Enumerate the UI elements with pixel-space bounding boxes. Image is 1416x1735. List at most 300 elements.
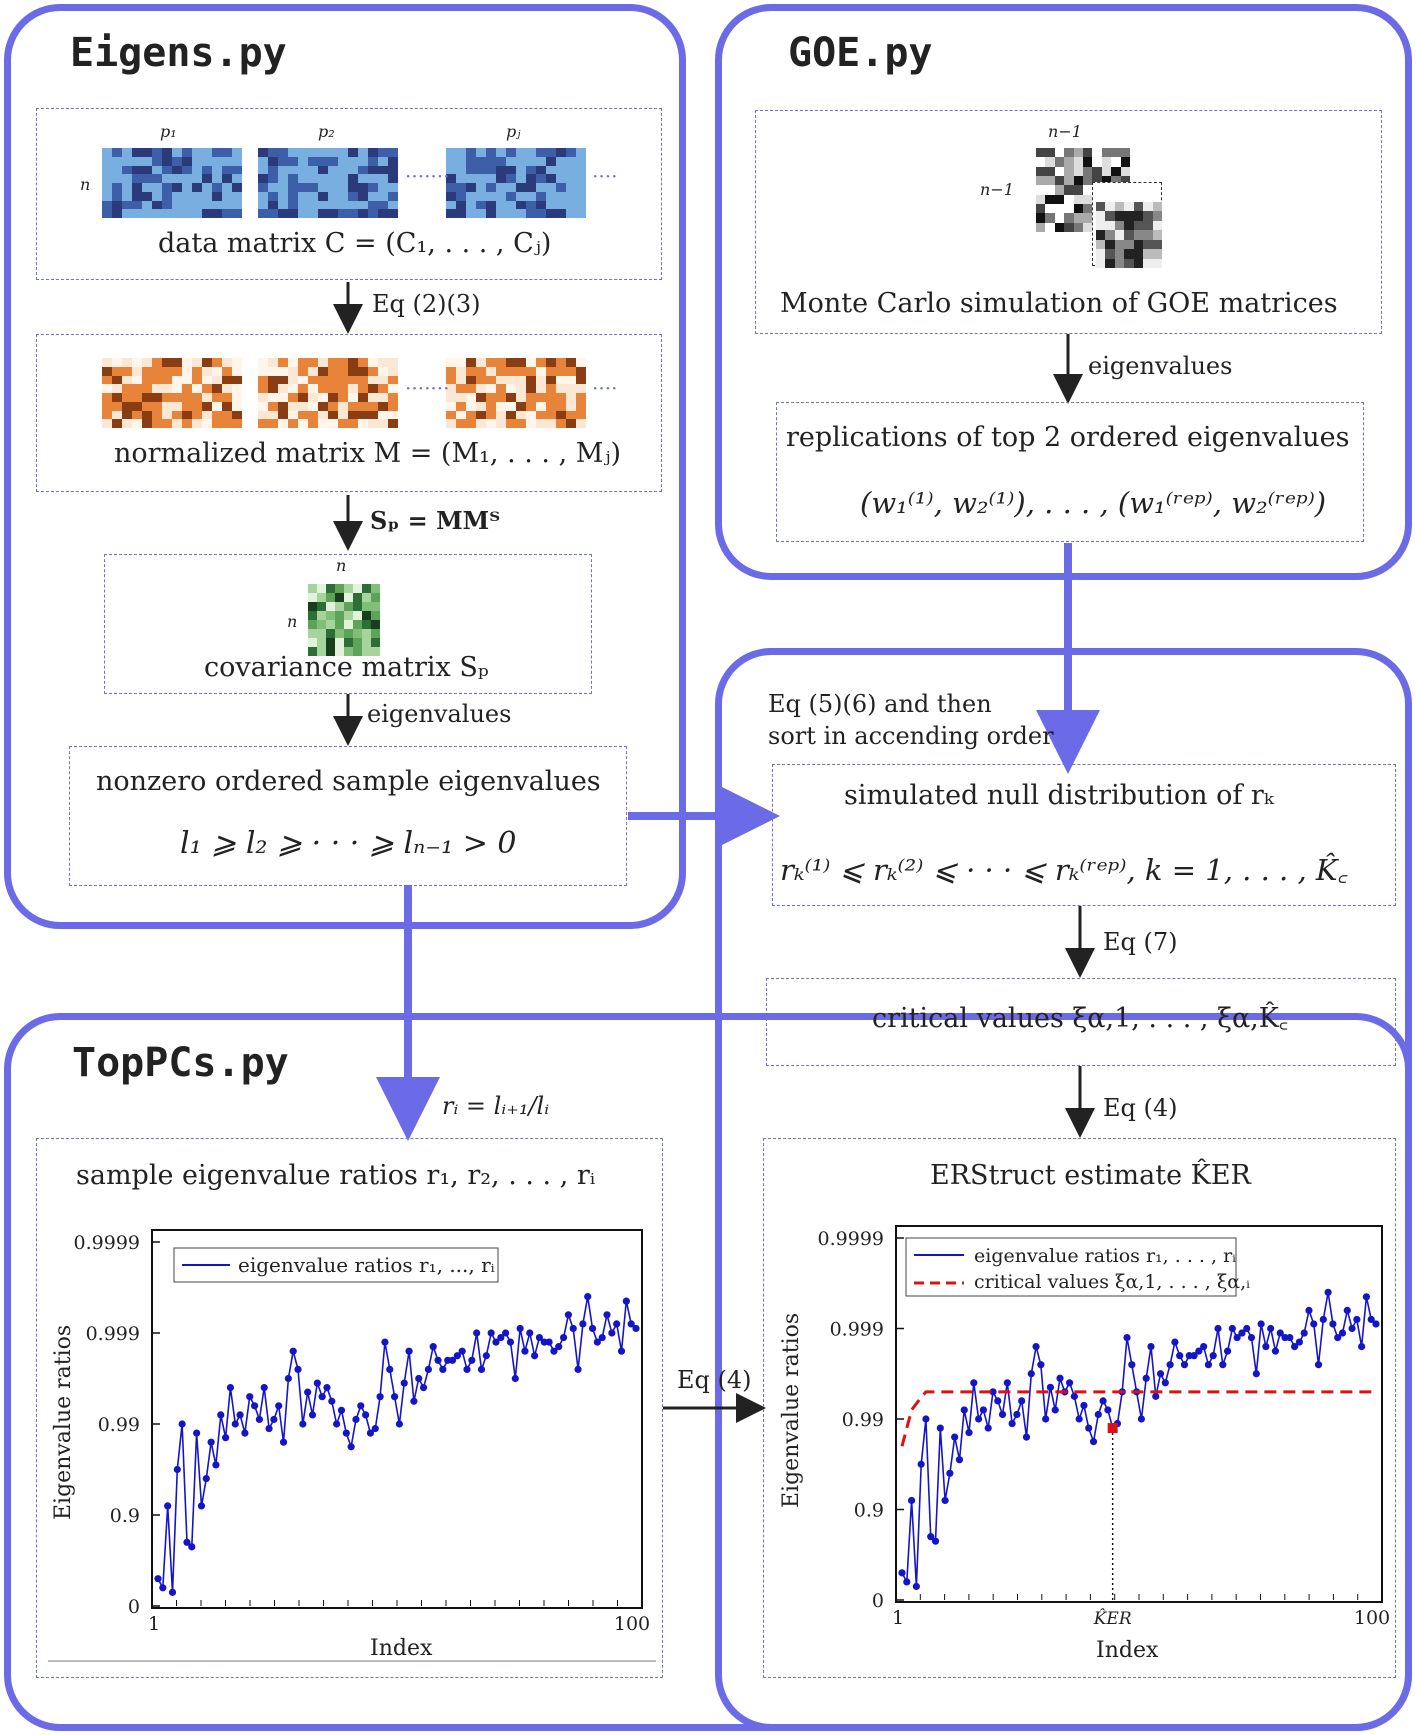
matrix-cell — [516, 157, 526, 166]
series-point — [377, 1393, 384, 1400]
series-point — [565, 1311, 572, 1318]
matrix-cell — [1074, 213, 1083, 222]
matrix-cell — [486, 393, 496, 402]
matrix-cell — [456, 411, 466, 420]
series-point — [1152, 1393, 1159, 1400]
matrix-cell — [152, 157, 162, 166]
matrix-cell — [476, 174, 486, 183]
matrix-cell — [318, 376, 328, 385]
series-point — [570, 1325, 577, 1332]
matrix-cell — [456, 209, 466, 218]
matrix-cell — [516, 358, 526, 367]
matrix-cell — [506, 192, 516, 201]
matrix-cell — [102, 209, 112, 218]
matrix-cell — [328, 183, 338, 192]
matrix-cell — [1124, 240, 1133, 249]
matrix-cell — [212, 419, 222, 428]
series-point — [618, 1348, 625, 1355]
matrix-cell — [326, 611, 335, 620]
matrix-cell — [348, 411, 358, 420]
matrix-cell — [182, 174, 192, 183]
series-point — [304, 1389, 311, 1396]
matrix-cell — [222, 174, 232, 183]
norm-dots-1: ······· — [405, 376, 450, 400]
series-point — [401, 1379, 408, 1386]
series-point — [521, 1348, 528, 1355]
matrix-cell — [222, 393, 232, 402]
matrix-cell — [182, 358, 192, 367]
matrix-cell — [268, 402, 278, 411]
right-chart-xlabel: Index — [1096, 1638, 1159, 1663]
matrix-cell — [388, 209, 398, 218]
matrix-cell — [348, 157, 358, 166]
matrix-cell — [1083, 213, 1092, 222]
matrix-cell — [536, 209, 546, 218]
matrix-cell — [348, 384, 358, 393]
matrix-cell — [371, 584, 380, 593]
matrix-cell — [338, 419, 348, 428]
matrix-cell — [326, 638, 335, 647]
matrix-cell — [1134, 230, 1143, 239]
matrix-cell — [338, 367, 348, 376]
matrix-cell — [258, 157, 268, 166]
matrix-cell — [456, 148, 466, 157]
matrix-cell — [358, 148, 368, 157]
matrix-cell — [192, 358, 202, 367]
matrix-cell — [1064, 167, 1073, 176]
series-point — [1085, 1424, 1092, 1431]
matrix-cell — [526, 209, 536, 218]
matrix-cell — [172, 183, 182, 192]
matrix-cell — [308, 402, 318, 411]
series-point — [1363, 1293, 1370, 1300]
right-chart-ylabel: Eigenvalue ratios — [779, 1312, 804, 1508]
matrix-cell — [466, 419, 476, 428]
matrix-cell — [338, 201, 348, 210]
series-point — [1171, 1338, 1178, 1345]
matrix-cell — [278, 174, 288, 183]
matrix-cell — [566, 174, 576, 183]
series-point — [1329, 1320, 1336, 1327]
matrix-cell — [232, 358, 242, 367]
matrix-cell — [344, 611, 353, 620]
series-point — [961, 1406, 968, 1413]
matrix-cell — [506, 367, 516, 376]
matrix-cell — [112, 174, 122, 183]
matrix-cell — [556, 174, 566, 183]
series-point — [579, 1320, 586, 1327]
x-tick-label: 1 — [891, 1607, 905, 1629]
matrix-cell — [308, 593, 317, 602]
matrix-cell — [556, 393, 566, 402]
series-point — [1348, 1325, 1355, 1332]
matrix-cell — [318, 367, 328, 376]
matrix-cell — [1045, 195, 1054, 204]
matrix-cell — [526, 174, 536, 183]
matrix-cell — [162, 157, 172, 166]
matrix-cell — [556, 183, 566, 192]
matrix-cell — [556, 376, 566, 385]
matrix-cell — [278, 367, 288, 376]
series-point — [1205, 1361, 1212, 1368]
matrix-cell — [142, 201, 152, 210]
series-point — [1138, 1415, 1145, 1422]
matrix-cell — [202, 209, 212, 218]
matrix-cell — [202, 174, 212, 183]
matrix-cell — [1083, 185, 1092, 194]
series-point — [188, 1543, 195, 1550]
series-point — [1219, 1361, 1226, 1368]
matrix-cell — [318, 209, 328, 218]
series-point — [1272, 1348, 1279, 1355]
matrix-cell — [317, 584, 326, 593]
matrix-cell — [1064, 223, 1073, 232]
matrix-cell — [1096, 230, 1105, 239]
matrix-cell — [368, 393, 378, 402]
data-matrix-block-2 — [258, 148, 398, 218]
matrix-cell — [278, 358, 288, 367]
matrix-cell — [152, 384, 162, 393]
matrix-cell — [172, 174, 182, 183]
series-point — [463, 1366, 470, 1373]
right-chart-legend-text-1: eigenvalue ratios r₁, . . . , rᵢ — [974, 1245, 1236, 1267]
matrix-cell — [102, 384, 112, 393]
matrix-cell — [506, 209, 516, 218]
matrix-cell — [466, 183, 476, 192]
matrix-cell — [388, 358, 398, 367]
y-tick-label: 0.9 — [109, 1505, 140, 1527]
series-point — [343, 1430, 350, 1437]
matrix-cell — [142, 358, 152, 367]
matrix-cell — [122, 201, 132, 210]
matrix-cell — [122, 419, 132, 428]
matrix-cell — [476, 367, 486, 376]
matrix-cell — [378, 201, 388, 210]
series-point — [502, 1329, 509, 1336]
matrix-cell — [344, 602, 353, 611]
matrix-cell — [1134, 240, 1143, 249]
matrix-cell — [368, 166, 378, 175]
matrix-cell — [212, 201, 222, 210]
matrix-cell — [122, 393, 132, 402]
matrix-cell — [212, 166, 222, 175]
matrix-cell — [335, 620, 344, 629]
matrix-cell — [536, 411, 546, 420]
matrix-cell — [446, 201, 456, 210]
matrix-cell — [516, 376, 526, 385]
matrix-cell — [317, 638, 326, 647]
series-point — [314, 1379, 321, 1386]
replications-formula: (w₁⁽¹⁾, w₂⁽¹⁾), . . . , (w₁⁽ʳᵉᵖ⁾, w₂⁽ʳᵉᵖ⁾) — [860, 486, 1327, 520]
matrix-cell — [546, 419, 556, 428]
matrix-cell — [576, 367, 586, 376]
matrix-cell — [162, 393, 172, 402]
matrix-cell — [353, 629, 362, 638]
matrix-cell — [212, 174, 222, 183]
matrix-cell — [1105, 240, 1114, 249]
series-point — [526, 1329, 533, 1336]
matrix-cell — [288, 384, 298, 393]
matrix-cell — [1134, 221, 1143, 230]
series-point — [261, 1384, 268, 1391]
matrix-cell — [308, 148, 318, 157]
series-point — [1257, 1320, 1264, 1327]
matrix-cell — [192, 192, 202, 201]
matrix-cell — [278, 166, 288, 175]
matrix-cell — [1036, 223, 1045, 232]
matrix-cell — [556, 148, 566, 157]
matrix-cell — [338, 402, 348, 411]
matrix-cell — [222, 192, 232, 201]
matrix-cell — [368, 192, 378, 201]
matrix-cell — [496, 148, 506, 157]
matrix-cell — [152, 166, 162, 175]
matrix-cell — [1105, 202, 1114, 211]
matrix-cell — [486, 411, 496, 420]
matrix-cell — [212, 393, 222, 402]
matrix-cell — [122, 174, 132, 183]
matrix-cell — [576, 358, 586, 367]
matrix-cell — [1134, 259, 1143, 268]
matrix-cell — [338, 192, 348, 201]
matrix-cell — [1153, 259, 1162, 268]
replications-label: replications of top 2 ordered eigenvalues — [786, 422, 1350, 453]
matrix-cell — [344, 584, 353, 593]
matrix-cell — [222, 411, 232, 420]
matrix-cell — [335, 584, 344, 593]
null-distribution-formula: rₖ⁽¹⁾ ⩽ rₖ⁽²⁾ ⩽ · · · ⩽ rₖ⁽ʳᵉᵖ⁾, k = 1, . . . , K̂꜀ — [780, 853, 1348, 887]
matrix-cell — [298, 157, 308, 166]
matrix-cell — [371, 638, 380, 647]
matrix-cell — [1092, 157, 1101, 166]
matrix-cell — [358, 183, 368, 192]
series-point — [241, 1430, 248, 1437]
matrix-cell — [536, 402, 546, 411]
matrix-cell — [212, 411, 222, 420]
matrix-cell — [278, 157, 288, 166]
matrix-cell — [556, 367, 566, 376]
series-point — [1305, 1307, 1312, 1314]
matrix-cell — [335, 638, 344, 647]
matrix-cell — [476, 192, 486, 201]
y-tick-label: 0.9 — [853, 1499, 884, 1522]
matrix-cell — [268, 358, 278, 367]
matrix-cell — [182, 393, 192, 402]
matrix-cell — [536, 157, 546, 166]
matrix-cell — [1096, 221, 1105, 230]
matrix-cell — [182, 411, 192, 420]
series-point — [1229, 1325, 1236, 1332]
matrix-cell — [1055, 195, 1064, 204]
matrix-cell — [328, 376, 338, 385]
series-point — [913, 1583, 920, 1590]
matrix-cell — [232, 419, 242, 428]
matrix-cell — [102, 411, 112, 420]
matrix-cell — [212, 367, 222, 376]
matrix-cell — [1111, 167, 1120, 176]
matrix-cell — [368, 376, 378, 385]
matrix-cell — [152, 192, 162, 201]
matrix-cell — [1121, 157, 1130, 166]
matrix-cell — [486, 183, 496, 192]
monte-carlo-label: Monte Carlo simulation of GOE matrices — [780, 288, 1338, 319]
y-tick-label: 0 — [871, 1590, 884, 1612]
matrix-cell — [486, 419, 496, 428]
matrix-cell — [378, 209, 388, 218]
matrix-cell — [232, 393, 242, 402]
matrix-cell — [202, 384, 212, 393]
matrix-cell — [576, 402, 586, 411]
y-tick-label: 0.999 — [85, 1323, 140, 1345]
matrix-cell — [102, 402, 112, 411]
matrix-cell — [132, 148, 142, 157]
matrix-cell — [298, 367, 308, 376]
matrix-cell — [1074, 148, 1083, 157]
matrix-cell — [172, 376, 182, 385]
matrix-cell — [278, 201, 288, 210]
series-point — [1018, 1397, 1025, 1404]
series-point — [1310, 1320, 1317, 1327]
matrix-cell — [506, 402, 516, 411]
eq23-label: Eq (2)(3) — [372, 290, 481, 318]
series-point — [623, 1298, 630, 1305]
matrix-cell — [326, 602, 335, 611]
matrix-cell — [212, 376, 222, 385]
matrix-cell — [1115, 202, 1124, 211]
matrix-cell — [162, 201, 172, 210]
matrix-cell — [348, 201, 358, 210]
matrix-cell — [112, 183, 122, 192]
matrix-cell — [232, 174, 242, 183]
matrix-cell — [268, 384, 278, 393]
matrix-cell — [388, 174, 398, 183]
matrix-cell — [202, 166, 212, 175]
matrix-cell — [258, 148, 268, 157]
series-point — [908, 1497, 915, 1504]
matrix-cell — [516, 192, 526, 201]
series-point — [410, 1398, 417, 1405]
matrix-cell — [516, 183, 526, 192]
matrix-cell — [122, 376, 132, 385]
series-point — [386, 1366, 393, 1373]
matrix-cell — [132, 411, 142, 420]
matrix-cell — [298, 209, 308, 218]
matrix-cell — [1153, 249, 1162, 258]
matrix-cell — [1092, 167, 1101, 176]
matrix-cell — [358, 174, 368, 183]
matrix-cell — [288, 367, 298, 376]
matrix-cell — [152, 209, 162, 218]
matrix-cell — [362, 593, 371, 602]
matrix-cell — [142, 411, 152, 420]
matrix-cell — [172, 209, 182, 218]
matrix-cell — [1096, 240, 1105, 249]
matrix-cell — [132, 201, 142, 210]
matrix-cell — [486, 166, 496, 175]
matrix-cell — [132, 358, 142, 367]
matrix-cell — [371, 611, 380, 620]
matrix-cell — [132, 183, 142, 192]
matrix-cell — [232, 402, 242, 411]
matrix-cell — [308, 584, 317, 593]
matrix-cell — [526, 393, 536, 402]
matrix-cell — [576, 201, 586, 210]
series-point — [1066, 1379, 1073, 1386]
matrix-cell — [328, 393, 338, 402]
matrix-cell — [556, 209, 566, 218]
matrix-cell — [335, 602, 344, 611]
matrix-cell — [348, 393, 358, 402]
series-point — [348, 1443, 355, 1450]
series-point — [473, 1329, 480, 1336]
matrix-cell — [486, 209, 496, 218]
matrix-cell — [456, 183, 466, 192]
matrix-cell — [132, 384, 142, 393]
matrix-cell — [368, 157, 378, 166]
matrix-cell — [456, 384, 466, 393]
matrix-cell — [102, 148, 112, 157]
matrix-cell — [348, 148, 358, 157]
matrix-cell — [348, 402, 358, 411]
matrix-cell — [496, 367, 506, 376]
series-point — [1071, 1393, 1078, 1400]
matrix-cell — [368, 174, 378, 183]
matrix-cell — [466, 411, 476, 420]
matrix-cell — [566, 358, 576, 367]
matrix-cell — [268, 166, 278, 175]
matrix-cell — [152, 201, 162, 210]
matrix-cell — [1064, 176, 1073, 185]
matrix-cell — [122, 209, 132, 218]
series-point — [434, 1357, 441, 1364]
matrix-cell — [348, 183, 358, 192]
cov-n-left: n — [287, 612, 298, 631]
matrix-cell — [152, 358, 162, 367]
matrix-cell — [162, 192, 172, 201]
matrix-cell — [1124, 202, 1133, 211]
series-point — [1032, 1343, 1039, 1350]
matrix-cell — [308, 376, 318, 385]
matrix-cell — [142, 174, 152, 183]
matrix-cell — [388, 192, 398, 201]
series-point — [980, 1406, 987, 1413]
eigenvalues-arrow-label-left: eigenvalues — [367, 700, 512, 728]
matrix-cell — [456, 166, 466, 175]
matrix-cell — [1045, 185, 1054, 194]
matrix-cell — [288, 376, 298, 385]
matrix-cell — [102, 376, 112, 385]
matrix-cell — [222, 209, 232, 218]
matrix-cell — [102, 166, 112, 175]
matrix-cell — [566, 367, 576, 376]
matrix-cell — [328, 209, 338, 218]
matrix-cell — [338, 183, 348, 192]
matrix-cell — [1036, 148, 1045, 157]
series-point — [154, 1575, 161, 1582]
matrix-cell — [526, 411, 536, 420]
matrix-cell — [526, 192, 536, 201]
matrix-cell — [232, 192, 242, 201]
series-point — [1042, 1415, 1049, 1422]
matrix-cell — [566, 201, 576, 210]
matrix-cell — [576, 183, 586, 192]
series-point — [1176, 1352, 1183, 1359]
matrix-cell — [162, 411, 172, 420]
matrix-cell — [308, 192, 318, 201]
matrix-cell — [556, 419, 566, 428]
matrix-cell — [526, 419, 536, 428]
matrix-cell — [1105, 249, 1114, 258]
